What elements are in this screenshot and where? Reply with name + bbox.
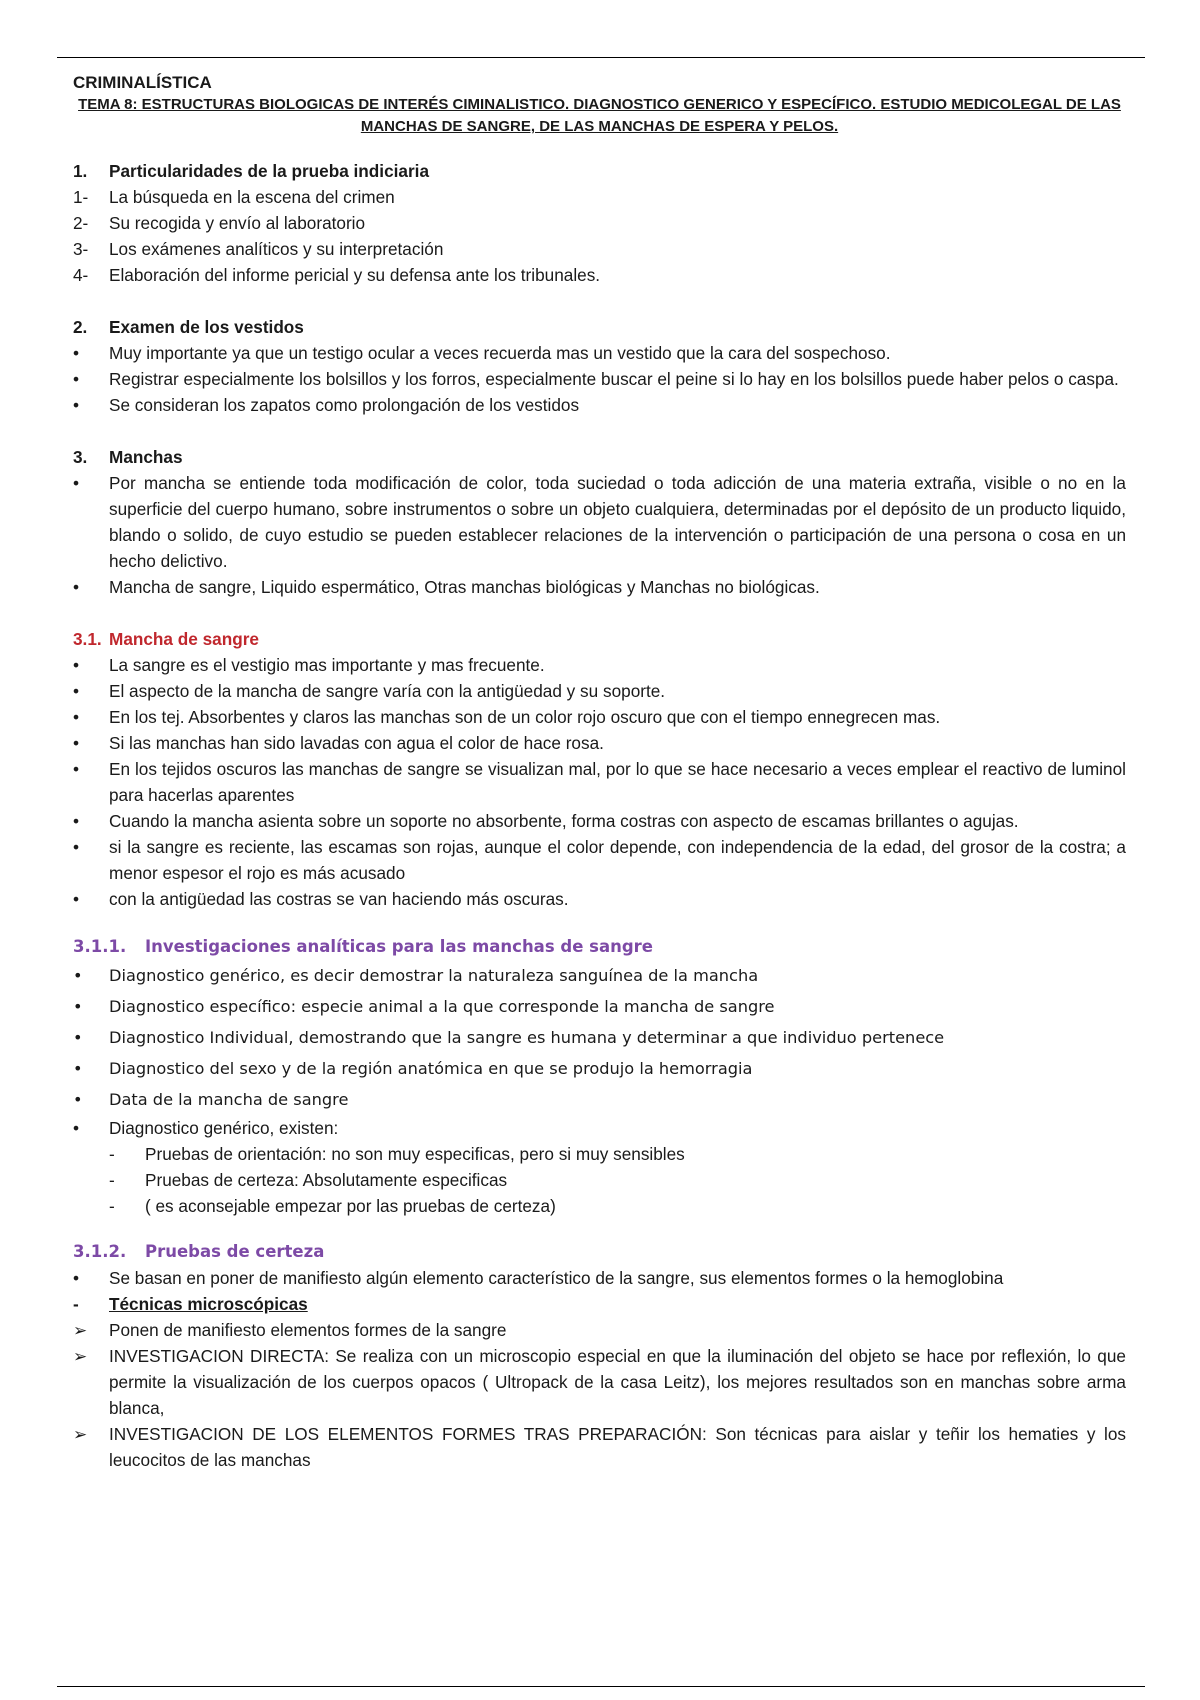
arrow-item: ➢ Ponen de manifiesto elementos formes de la sangre [73,1320,507,1340]
list-item: 3- Los exámenes analíticos y su interpretación [73,239,444,259]
list-item: • Registrar especialmente los bolsillos y los forros, especialmente buscar el peine si lo hay en los bolsillos puede haber pelos o caspa. [73,369,1119,389]
section-3-1-2-heading: 3.1.2. Pruebas de certeza [73,1242,325,1261]
list-item: • Diagnostico específico: especie animal a la que corresponde la mancha de sangre [73,997,775,1016]
list-item: • Se consideran los zapatos como prolongación de los vestidos [73,395,580,415]
list-item: • Por mancha se entiende toda modificación de color, toda suciedad o toda adicción de una materia extraña, visible o no en la superficie del cuerpo humano, sobre instrumentos o sobre un objeto cualquiera, determinadas por el depósito de un producto liquido, blando o solido, de cuyo estudio se pueden establecer relaciones de la intervención o participación de una persona o cosa en un hecho delictivo. [73,473,1126,571]
list-item: • Muy importante ya que un testigo ocular a veces recuerda mas un vestido que la cara del sospechoso. [73,343,891,363]
section-3-1-1-heading: 3.1.1. Investigaciones analíticas para las manchas de sangre [73,937,653,956]
sub-list-item: - Pruebas de certeza: Absolutamente especificas [109,1170,508,1190]
tecnicas-heading: Técnicas microscópicas [109,1294,308,1314]
page-title: CRIMINALÍSTICA [73,73,212,92]
list-item: 2- Su recogida y envío al laboratorio [73,213,366,233]
list-item: - Técnicas microscópicas [73,1294,308,1314]
list-item: • Si las manchas han sido lavadas con agua el color de hace rosa. [73,733,604,753]
top-rule [57,57,1145,58]
section-3-1-heading: 3.1. Mancha de sangre [73,629,259,649]
section-1-heading: 1. Particularidades de la prueba indiciaria [73,161,429,181]
list-item: • Data de la mancha de sangre [73,1090,349,1109]
list-item: • Diagnostico del sexo y de la región anatómica en que se produjo la hemorragia [73,1059,753,1078]
list-item: • Se basan en poner de manifiesto algún elemento característico de la sangre, sus elementos formes o la hemoglobina [73,1268,1004,1288]
list-item: • Diagnostico Individual, demostrando que la sangre es humana y determinar a que individuo pertenece [73,1028,945,1047]
list-item: • si la sangre es reciente, las escamas son rojas, aunque el color depende, con independencia de la edad, del grosor de la costra; a menor espesor el rojo es más acusado [73,837,1126,883]
list-item: • Diagnostico genérico, existen: [73,1118,339,1138]
page-subtitle: TEMA 8: ESTRUCTURAS BIOLOGICAS DE INTERÉS CIMINALISTICO. DIAGNOSTICO GENERICO Y ESPECÍFICO. ESTUDIO MEDICOLEGAL DE LAS MANCHAS DE SANGRE, DE LAS MANCHAS DE ESPERA Y PELOS. [78,96,1121,135]
section-3-heading: 3. Manchas [73,447,183,467]
list-item: • El aspecto de la mancha de sangre varía con la antigüedad y su soporte. [73,681,666,701]
arrow-item: ➢ INVESTIGACION DE LOS ELEMENTOS FORMES TRAS PREPARACIÓN: Son técnicas para aislar y teñir los hematies y los leucocitos de las manchas [73,1424,1126,1470]
document-page [73,72,1126,1473]
bottom-rule [57,1686,1145,1687]
list-item: • Cuando la mancha asienta sobre un soporte no absorbente, forma costras con aspecto de escamas brillantes o agujas. [73,811,1019,831]
list-item: 1- La búsqueda en la escena del crimen [73,187,395,207]
arrow-item: ➢ INVESTIGACION DIRECTA: Se realiza con un microscopio especial en que la iluminación del objeto se hace por reflexión, lo que permite la visualización de los cuerpos opacos ( Ultropack de la casa Leitz), los mejores resultados son en manchas sobre arma blanca, [73,1346,1126,1418]
sub-list-item: - Pruebas de orientación: no son muy especificas, pero si muy sensibles [109,1144,685,1164]
list-item: • Diagnostico genérico, es decir demostrar la naturaleza sanguínea de la mancha [73,966,759,985]
list-item: • con la antigüedad las costras se van haciendo más oscuras. [73,889,569,909]
list-item: 4- Elaboración del informe pericial y su defensa ante los tribunales. [73,265,601,285]
list-item: • En los tej. Absorbentes y claros las manchas son de un color rojo oscuro que con el tiempo ennegrecen mas. [73,707,941,727]
list-item: • Mancha de sangre, Liquido espermático, Otras manchas biológicas y Manchas no biológicas. [73,577,820,597]
list-item: • En los tejidos oscuros las manchas de sangre se visualizan mal, por lo que se hace necesario a veces emplear el reactivo de luminol para hacerlas aparentes [73,759,1126,805]
list-item: • La sangre es el vestigio mas importante y mas frecuente. [73,655,545,675]
sub-list-item: - ( es aconsejable empezar por las pruebas de certeza) [109,1196,556,1216]
section-2-heading: 2. Examen de los vestidos [73,317,304,337]
